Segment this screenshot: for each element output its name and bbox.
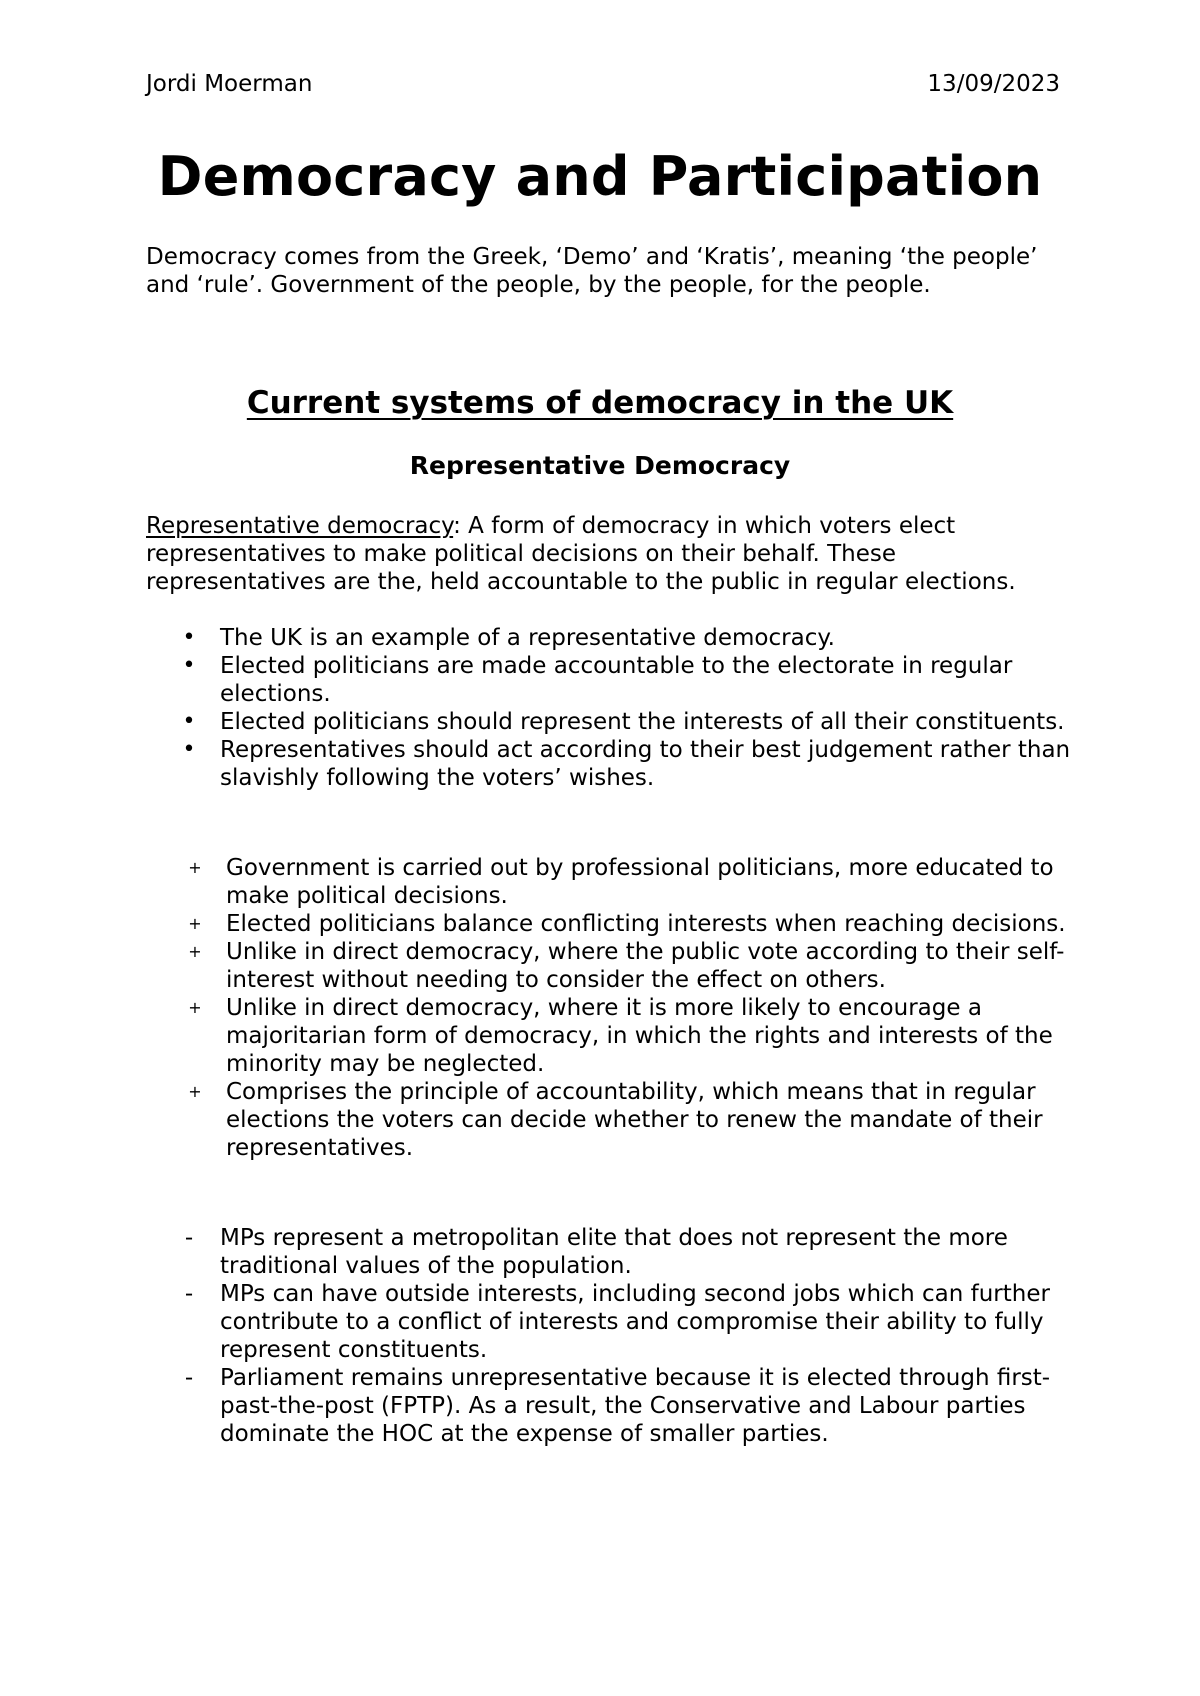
list-item [188, 1078, 1086, 1162]
definition-text: : A form of democracy in which voters elect representatives to make political decisions on their behalf. These representatives are the, held accountable to the public in regular elections. [146, 513, 1016, 595]
definition-paragraph [146, 512, 1046, 596]
minus-icon: - [184, 1281, 194, 1307]
minus-icon: - [184, 1225, 194, 1251]
bullet-icon: • [182, 653, 196, 678]
list-item-text: Government is carried out by professional politicians, more educated to make political decisions. [226, 855, 1054, 909]
bullet-icon: • [182, 625, 196, 650]
list-item [182, 708, 1080, 736]
bullet-icon: • [182, 737, 196, 762]
list-item-text: Comprises the principle of accountability, which means that in regular elections the voters can decide whether to renew the mandate of their representatives. [226, 1079, 1043, 1161]
list-item-text: Unlike in direct democracy, where it is more likely to encourage a majoritarian form of democracy, in which the rights and interests of the minority may be neglected. [226, 995, 1053, 1077]
list-item [188, 994, 1086, 1078]
bullet-icon: • [182, 709, 196, 734]
list-item [182, 624, 1080, 652]
plus-icon: + [188, 914, 202, 933]
list-item-text: Elected politicians should represent the interests of all their constituents. [220, 709, 1065, 735]
list-item-text: Parliament remains unrepresentative because it is elected through first-past-the-post (FPTP). As a result, the Conservative and Labour parties dominate the HOC at the expense of smaller parties. [220, 1365, 1051, 1447]
list-item-text: The UK is an example of a representative democracy. [220, 625, 835, 651]
list-item [184, 1280, 1080, 1364]
section-heading: Current systems of democracy in the UK [246, 385, 954, 421]
list-item-text: Elected politicians are made accountable to the electorate in regular elections. [220, 653, 1013, 707]
document-date: 13/09/2023 [927, 71, 1060, 97]
list-item-text: MPs represent a metropolitan elite that does not represent the more traditional values of the population. [220, 1225, 1008, 1279]
features-list [182, 624, 1080, 792]
list-item [184, 1364, 1080, 1448]
list-item [182, 736, 1080, 792]
intro-paragraph: Democracy comes from the Greek, ‘Demo’ and ‘Kratis’, meaning ‘the people’ and ‘rule’. Government of the people, by the people, for the people. [146, 244, 1038, 298]
list-item [188, 854, 1086, 910]
list-item-text: Elected politicians balance conflicting interests when reaching decisions. [226, 911, 1066, 937]
list-item [188, 938, 1086, 994]
list-item-text: MPs can have outside interests, including second jobs which can further contribute to a conflict of interests and compromise their ability to fully represent constituents. [220, 1281, 1050, 1363]
subsection-heading: Representative Democracy [409, 451, 791, 480]
list-item-text: Representatives should act according to their best judgement rather than slavishly following the voters’ wishes. [220, 737, 1071, 791]
author-name: Jordi Moerman [146, 71, 313, 97]
plus-icon: + [188, 942, 202, 961]
document-title: Democracy and Participation [157, 145, 1043, 208]
list-item-text: Unlike in direct democracy, where the public vote according to their self-interest without needing to consider the effect on others. [226, 939, 1065, 993]
list-item [188, 910, 1086, 938]
plus-icon: + [188, 998, 202, 1017]
advantages-list [188, 854, 1086, 1162]
list-item [184, 1224, 1080, 1280]
plus-icon: + [188, 858, 202, 877]
plus-icon: + [188, 1082, 202, 1101]
definition-term: Representative democracy [146, 513, 454, 539]
page-header [146, 70, 1060, 98]
list-item [182, 652, 1080, 708]
disadvantages-list [184, 1224, 1080, 1448]
minus-icon: - [184, 1365, 194, 1391]
